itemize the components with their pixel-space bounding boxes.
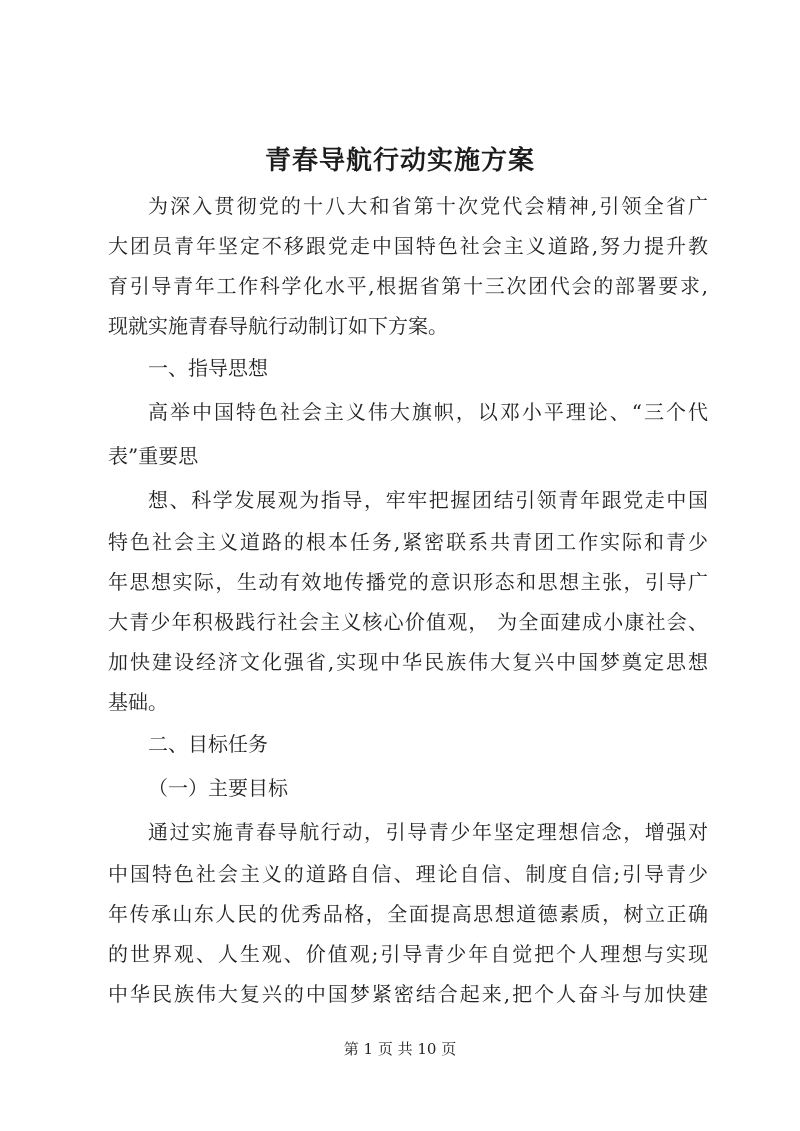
body-line: 为深入贯彻党的十八大和省第十次党代会精神,引领全省广 — [148, 194, 708, 218]
body-line: 年思想实际，生动有效地传播党的意识形态和思想主张，引导广 — [108, 570, 708, 594]
section-heading: 二、目标任务 — [148, 732, 268, 756]
body-line: 想、科学发展观为指导，牢牢把握团结引领青年跟党走中国 — [148, 488, 708, 512]
page-number: 第 1 页 共 10 页 — [343, 1040, 457, 1058]
body-line: 特色社会主义道路的根本任务,紧密联系共青团工作实际和青少 — [108, 530, 708, 554]
body-line: 大青少年积极践行社会主义核心价值观， 为全面建成小康社会、 — [108, 610, 708, 634]
body-line: 加快建设经济文化强省,实现中华民族伟大复兴中国梦奠定思想 — [108, 650, 708, 674]
body-line: 基础。 — [108, 690, 168, 714]
body-line: 的世界观、人生观、价值观;引导青少年自觉把个人理想与实现 — [108, 942, 708, 966]
body-line: 通过实施青春导航行动，引导青少年坚定理想信念，增强对 — [148, 820, 708, 844]
document-body — [108, 186, 708, 1014]
body-line: 育引导青年工作科学化水平,根据省第十三次团代会的部署要求, — [108, 274, 708, 298]
body-line: 现就实施青春导航行动制订如下方案。 — [108, 314, 448, 338]
body-line: 高举中国特色社会主义伟大旗帜，以邓小平理论、“三个代 — [148, 400, 708, 424]
body-line: 中华民族伟大复兴的中国梦紧密结合起来,把个人奋斗与加快建 — [108, 982, 708, 1006]
body-line: 大团员青年坚定不移跟党走中国特色社会主义道路,努力提升教 — [108, 234, 708, 258]
body-line: 表”重要思 — [108, 444, 199, 468]
document-title: 青春导航行动实施方案 — [264, 146, 535, 176]
section-heading: 一、指导思想 — [148, 356, 268, 380]
body-line: 年传承山东人民的优秀品格，全面提高思想道德素质，树立正确 — [108, 902, 708, 926]
body-line: 中国特色社会主义的道路自信、理论自信、制度自信;引导青少 — [108, 862, 708, 886]
subsection-heading: （一）主要目标 — [148, 776, 288, 800]
